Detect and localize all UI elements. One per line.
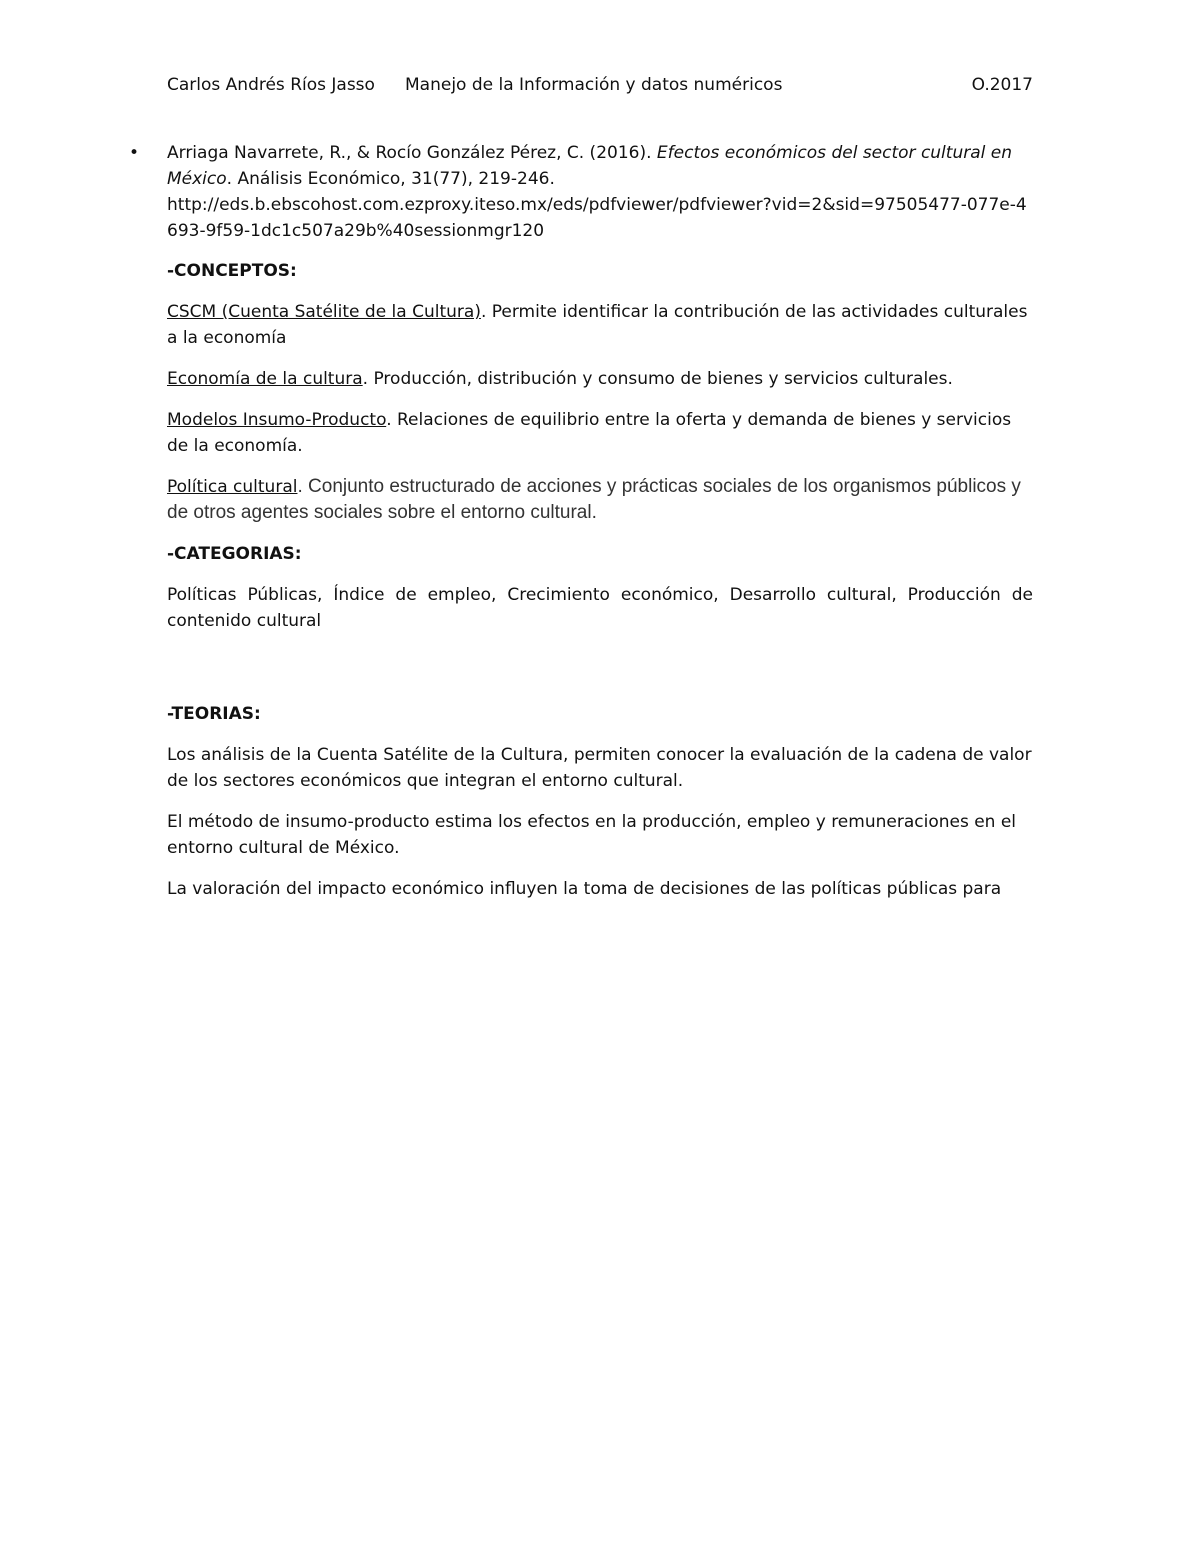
concept-definition: . Conjunto estructurado de acciones y prácticas sociales de los organismos públicos y de otros agentes sociales sobre el entorno cultural.: [167, 476, 1021, 523]
reference-journal: . Análisis Económico, 31(77), 219-246.: [226, 169, 555, 189]
teoria-paragraph: La valoración del impacto económico influyen la toma de decisiones de las políticas públicas para: [167, 879, 1002, 899]
reference-url[interactable]: http://eds.b.ebscohost.com.ezproxy.iteso.mx/eds/pdfviewer/pdfviewer?vid=2&sid=97505477-077e-4693-9f59-1dc1c507a29b%40sessionmgr120: [167, 195, 1027, 241]
concept-definition: . Producción, distribución y consumo de bienes y servicios culturales.: [362, 369, 953, 389]
teoria-paragraph: El método de insumo-producto estima los efectos en la producción, empleo y remuneraciones en el entorno cultural de México.: [167, 812, 1017, 858]
spacer: [167, 649, 1033, 701]
concept-item: [167, 407, 1033, 459]
reference-authors: Arriaga Navarrete, R., & Rocío González Pérez, C. (2016).: [167, 143, 657, 163]
document-body: [129, 140, 1033, 917]
bullet-icon: •: [129, 143, 140, 163]
teoria-paragraph: Los análisis de la Cuenta Satélite de la Cultura, permiten conocer la evaluación de la cadena de valor de los sectores económicos que integran el entorno cultural.: [167, 745, 1032, 791]
header-author: Carlos Andrés Ríos Jasso: [167, 75, 375, 95]
reference-title: Efectos económicos del sector cultural en México: [167, 143, 1012, 189]
concept-term: CSCM (Cuenta Satélite de la Cultura): [167, 302, 481, 322]
teorias-heading: -TEORIAS:: [167, 704, 261, 724]
page-header: [167, 72, 1033, 98]
header-course: Manejo de la Información y datos numéricos: [405, 75, 783, 95]
concept-definition: . Relaciones de equilibrio entre la oferta y demanda de bienes y servicios de la economía.: [167, 410, 1012, 456]
reference-entry: [129, 140, 1033, 244]
header-term: O.2017: [971, 75, 1033, 95]
concept-term: Economía de la cultura: [167, 369, 363, 389]
concept-term: Modelos Insumo-Producto: [167, 410, 387, 430]
categorias-heading: -CATEGORIAS:: [167, 544, 302, 564]
concept-definition: . Permite identificar la contribución de las actividades culturales a la economía: [167, 302, 1028, 348]
concept-item: [167, 366, 1033, 392]
conceptos-heading: -CONCEPTOS:: [167, 261, 297, 281]
concept-item: [167, 474, 1033, 526]
concept-item: [167, 299, 1033, 351]
categorias-text: Políticas Públicas, Índice de empleo, Crecimiento económico, Desarrollo cultural, Producción de contenido cultural: [167, 585, 1033, 631]
concept-term: Política cultural: [167, 477, 298, 497]
